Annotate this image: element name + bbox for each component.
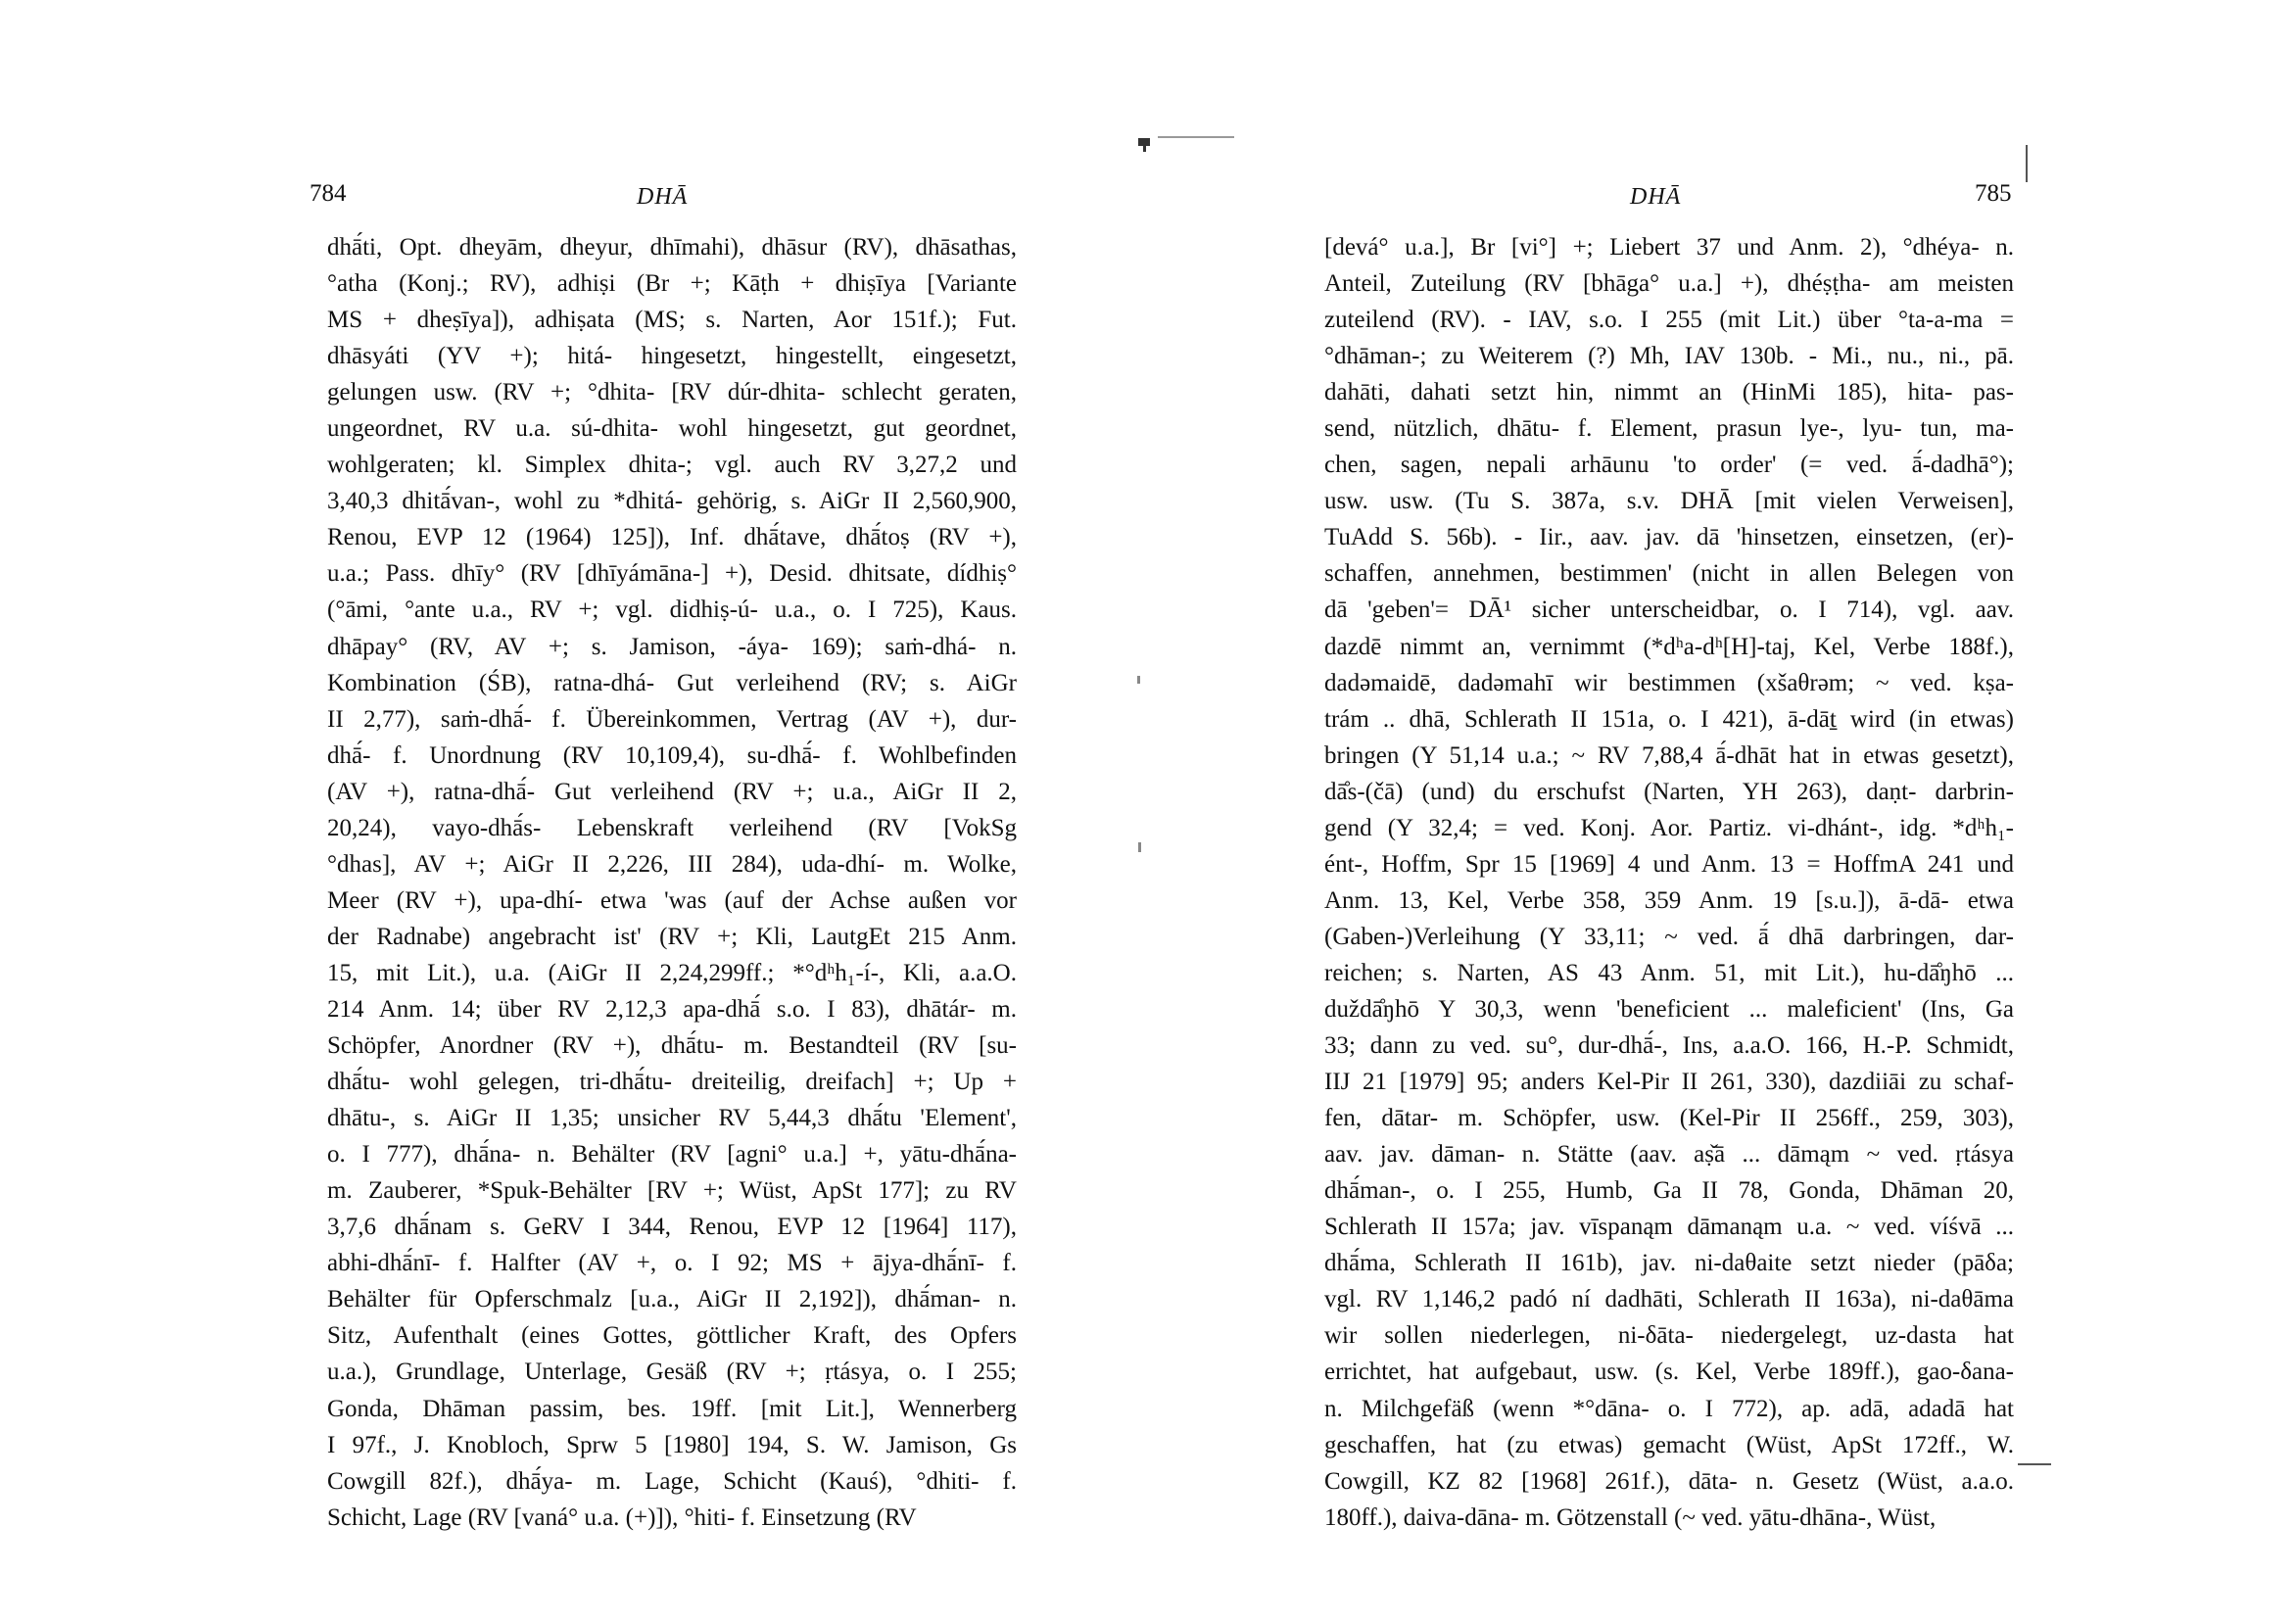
text-line: [devá° u.a.], Br [vi°] +; Liebert 37 und Anm. 2), °dhéya- n. bbox=[1324, 234, 2014, 261]
text-line: °atha (Konj.; RV), adhiṣi (Br +; Kāṭh + dhiṣīya [Variante bbox=[327, 270, 1017, 298]
text-line: dhā́- f. Unordnung (RV 10,109,4), su-dhā́- f. Wohlbefinden bbox=[327, 741, 1017, 769]
page-number: 784 bbox=[310, 180, 347, 207]
text-line: dhā́ti, Opt. dheyām, dheyur, dhīmahi), dhāsur (RV), dhāsathas, bbox=[327, 234, 1017, 261]
text-line: IIJ 21 [1979] 95; anders Kel-Pir II 261, 330), dazdiiāi zu schaf- bbox=[1324, 1069, 2014, 1096]
text-line: Gonda, Dhāman passim, bes. 19ff. [mit Lit.], Wennerberg bbox=[327, 1395, 1017, 1422]
text-line: 3,7,6 dhā́nam s. GeRV I 344, Renou, EVP 12 [1964] 117), bbox=[327, 1214, 1017, 1241]
text-line: MS + dheṣīya]), adhiṣata (MS; s. Narten, Aor 151f.); Fut. bbox=[327, 307, 1017, 334]
text-line: TuAdd S. 56b). - Iir., aav. jav. dā 'hinsetzen, einsetzen, (er)- bbox=[1324, 524, 2014, 551]
text-line: dhā́tu- wohl gelegen, tri-dhā́tu- dreiteilig, dreifach] +; Up + bbox=[327, 1069, 1017, 1096]
text-line: Meer (RV +), upa-dhí- etwa 'was (auf der Achse außen vor bbox=[327, 886, 1017, 914]
text-line: Anteil, Zuteilung (RV [bhāga° u.a.] +), dhéṣṭha- am meisten bbox=[1324, 270, 2014, 298]
page-number: 785 bbox=[1975, 180, 2012, 207]
text-line: send, nützlich, dhātu- f. Element, prasun lye-, lyu- tun, ma- bbox=[1324, 415, 2014, 443]
text-line: vgl. RV 1,146,2 padó ní dadhāti, Schlerath II 163a), ni-daθāma bbox=[1324, 1286, 2014, 1313]
right-page bbox=[1148, 0, 2296, 1622]
text-line: Sitz, Aufenthalt (eines Gottes, göttlicher Kraft, des Opfers bbox=[327, 1322, 1017, 1350]
text-line: geschaffen, hat (zu etwas) gemacht (Wüst, ApSt 172ff., W. bbox=[1324, 1431, 2014, 1458]
text-line: der Radnabe) angebracht ist' (RV +; Kli, LautgEt 215 Anm. bbox=[327, 923, 1017, 950]
text-line: gelungen usw. (RV +; °dhita- [RV dúr-dhita- schlecht geraten, bbox=[327, 379, 1017, 406]
text-line: dahāti, dahati setzt hin, nimmt an (HinMi 185), hita- pas- bbox=[1324, 379, 2014, 406]
text-line: reichen; s. Narten, AS 43 Anm. 51, mit Lit.), hu-dā̊ŋhō ... bbox=[1324, 959, 2014, 986]
text-line: dazdē nimmt an, vernimmt (*dʰa-dʰ[H]-taj, Kel, Verbe 188f.), bbox=[1324, 633, 2014, 660]
text-line: zuteilend (RV). - IAV, s.o. I 255 (mit Lit.) über °ta-a-ma = bbox=[1324, 307, 2014, 334]
text-line: dā̊s-(čā) (und) du erschufst (Narten, YH 263), daṇt- darbrin- bbox=[1324, 778, 2014, 805]
text-line: (AV +), ratna-dhā́- Gut verleihend (RV +; u.a., AiGr II 2, bbox=[327, 778, 1017, 805]
text-line: abhi-dhā́nī- f. Halfter (AV +, o. I 92; MS + ājya-dhā́nī- f. bbox=[327, 1250, 1017, 1277]
scan-artifact bbox=[1137, 676, 1140, 684]
scan-artifact bbox=[2026, 145, 2028, 182]
text-line: errichtet, hat aufgebaut, usw. (s. Kel, Verbe 189ff.), gao-δana- bbox=[1324, 1359, 2014, 1386]
text-line: (°āmi, °ante u.a., RV +; vgl. didhiṣ-ú- u.a., o. I 725), Kaus. bbox=[327, 596, 1017, 624]
text-line: II 2,77), saṁ-dhā́- f. Übereinkommen, Vertrag (AV +), dur- bbox=[327, 705, 1017, 733]
scan-artifact bbox=[1138, 842, 1141, 852]
text-line: Schlerath II 157a; jav. vīspanąm dāmanąm u.a. ~ ved. víśvā ... bbox=[1324, 1214, 2014, 1241]
text-line: dhāsyáti (YV +); hitá- hingesetzt, hingestellt, eingesetzt, bbox=[327, 343, 1017, 370]
text-line: Anm. 13, Kel, Verbe 358, 359 Anm. 19 [s.u.]), ā-dā- etwa bbox=[1324, 886, 2014, 914]
text-line: usw. usw. (Tu S. 387a, s.v. DHĀ [mit vielen Verweisen], bbox=[1324, 488, 2014, 515]
text-line: m. Zauberer, *Spuk-Behälter [RV +; Wüst, ApSt 177]; zu RV bbox=[327, 1177, 1017, 1205]
text-line: wohlgeraten; kl. Simplex dhita-; vgl. auch RV 3,27,2 und bbox=[327, 452, 1017, 479]
scan-artifact bbox=[2018, 1463, 2051, 1465]
text-line: gend (Y 32,4; = ved. Konj. Aor. Partiz. vi-dhánt-, idg. *dʰh₁- bbox=[1324, 814, 2014, 841]
text-line: ungeordnet, RV u.a. sú-dhita- wohl hingesetzt, gut geordnet, bbox=[327, 415, 1017, 443]
text-line: Renou, EVP 12 (1964) 125]), Inf. dhā́tave, dhā́toṣ (RV +), bbox=[327, 524, 1017, 551]
text-line: 214 Anm. 14; über RV 2,12,3 apa-dhā́ s.o. I 83), dhātár- m. bbox=[327, 995, 1017, 1023]
text-line: aav. jav. dāman- n. Stätte (aav. aṣ̌ā ... dāmąm ~ ved. ṛtásya bbox=[1324, 1141, 2014, 1169]
text-line: fen, dātar- m. Schöpfer, usw. (Kel-Pir II 256ff., 259, 303), bbox=[1324, 1105, 2014, 1132]
text-line: dā 'geben'= DĀ¹ sicher unterscheidbar, o. I 714), vgl. aav. bbox=[1324, 596, 2014, 624]
text-line: 180ff.), daiva-dāna- m. Götzenstall (~ ved. yātu-dhāna-, Wüst, bbox=[1324, 1503, 1937, 1531]
text-line: °dhāman-; zu Weiterem (?) Mh, IAV 130b. - Mi., nu., ni., pā. bbox=[1324, 343, 2014, 370]
text-line: o. I 777), dhā́na- n. Behälter (RV [agni° u.a.] +, yātu-dhā́na- bbox=[327, 1141, 1017, 1169]
text-column bbox=[327, 229, 1017, 1536]
text-line: 15, mit Lit.), u.a. (AiGr II 2,24,299ff.; *°dʰh₁-í-, Kli, a.a.O. bbox=[327, 959, 1017, 986]
text-line: Schicht, Lage (RV [vaná° u.a. (+)]), °hiti- f. Einsetzung (RV bbox=[327, 1503, 917, 1531]
text-line: 20,24), vayo-dhā́s- Lebenskraft verleihend (RV [VokSg bbox=[327, 814, 1017, 841]
text-line: schaffen, annehmen, bestimmen' (nicht in allen Belegen von bbox=[1324, 560, 2014, 588]
text-line: Kombination (ŚB), ratna-dhá- Gut verleihend (RV; s. AiGr bbox=[327, 669, 1017, 696]
text-line: u.a.), Grundlage, Unterlage, Gesäß (RV +; ṛtásya, o. I 255; bbox=[327, 1359, 1017, 1386]
scan-artifact bbox=[1143, 138, 1146, 152]
text-line: Cowgill, KZ 82 [1968] 261f.), dāta- n. Gesetz (Wüst, a.a.o. bbox=[1324, 1467, 2014, 1495]
running-head: DHĀ bbox=[637, 184, 689, 210]
text-line: 33; dann zu ved. su°, dur-dhā́-, Ins, a.a.O. 166, H.-P. Schmidt, bbox=[1324, 1032, 2014, 1060]
text-line: dhātu-, s. AiGr II 1,35; unsicher RV 5,44,3 dhā́tu 'Element', bbox=[327, 1105, 1017, 1132]
text-line: ént-, Hoffm, Spr 15 [1969] 4 und Anm. 13 = HoffmA 241 und bbox=[1324, 850, 2014, 878]
text-line: dadəmaidē, dadəmahī wir bestimmen (xšaθrəm; ~ ved. kṣa- bbox=[1324, 669, 2014, 696]
text-line: u.a.; Pass. dhīy° (RV [dhīyámāna-] +), Desid. dhitsate, dídhiṣ° bbox=[327, 560, 1017, 588]
text-line: (Gaben-)Verleihung (Y 33,11; ~ ved. ā́ dhā darbringen, dar- bbox=[1324, 923, 2014, 950]
text-line: Schöpfer, Anordner (RV +), dhā́tu- m. Bestandteil (RV [su- bbox=[327, 1032, 1017, 1060]
text-line: 3,40,3 dhitā́van-, wohl zu *dhitá- gehörig, s. AiGr II 2,560,900, bbox=[327, 488, 1017, 515]
text-line: Behälter für Opferschmalz [u.a., AiGr II 2,192]), dhā́man- n. bbox=[327, 1286, 1017, 1313]
text-line: n. Milchgefäß (wenn *°dāna- o. I 772), ap. adā, adadā hat bbox=[1324, 1395, 2014, 1422]
text-line: dhāpay° (RV, AV +; s. Jamison, -áya- 169); saṁ-dhá- n. bbox=[327, 633, 1017, 660]
text-line: dhā́man-, o. I 255, Humb, Ga II 78, Gonda, Dhāman 20, bbox=[1324, 1177, 2014, 1205]
text-line: wir sollen niederlegen, ni-δāta- niedergelegt, uz-dasta hat bbox=[1324, 1322, 2014, 1350]
text-line: dhā́ma, Schlerath II 161b), jav. ni-daθaite setzt nieder (pāδa; bbox=[1324, 1250, 2014, 1277]
text-line: I 97f., J. Knobloch, Sprw 5 [1980] 194, S. W. Jamison, Gs bbox=[327, 1431, 1017, 1458]
text-line: trám .. dhā, Schlerath II 151a, o. I 421), ā-dāṯ wird (in etwas) bbox=[1324, 705, 2014, 733]
text-line: bringen (Y 51,14 u.a.; ~ RV 7,88,4 ā́-dhāt hat in etwas gesetzt), bbox=[1324, 741, 2014, 769]
text-column bbox=[1324, 229, 2014, 1536]
text-line: duždā̊ŋhō Y 30,3, wenn 'beneficient ... maleficient' (Ins, Ga bbox=[1324, 995, 2014, 1023]
text-line: °dhas], AV +; AiGr II 2,226, III 284), uda-dhí- m. Wolke, bbox=[327, 850, 1017, 878]
running-head: DHĀ bbox=[1630, 184, 1682, 210]
scan-artifact bbox=[1158, 136, 1234, 138]
text-line: chen, sagen, nepali arhāunu 'to order' (= ved. ā́-dadhā°); bbox=[1324, 452, 2014, 479]
text-line: Cowgill 82f.), dhā́ya- m. Lage, Schicht (Kauś), °dhiti- f. bbox=[327, 1467, 1017, 1495]
